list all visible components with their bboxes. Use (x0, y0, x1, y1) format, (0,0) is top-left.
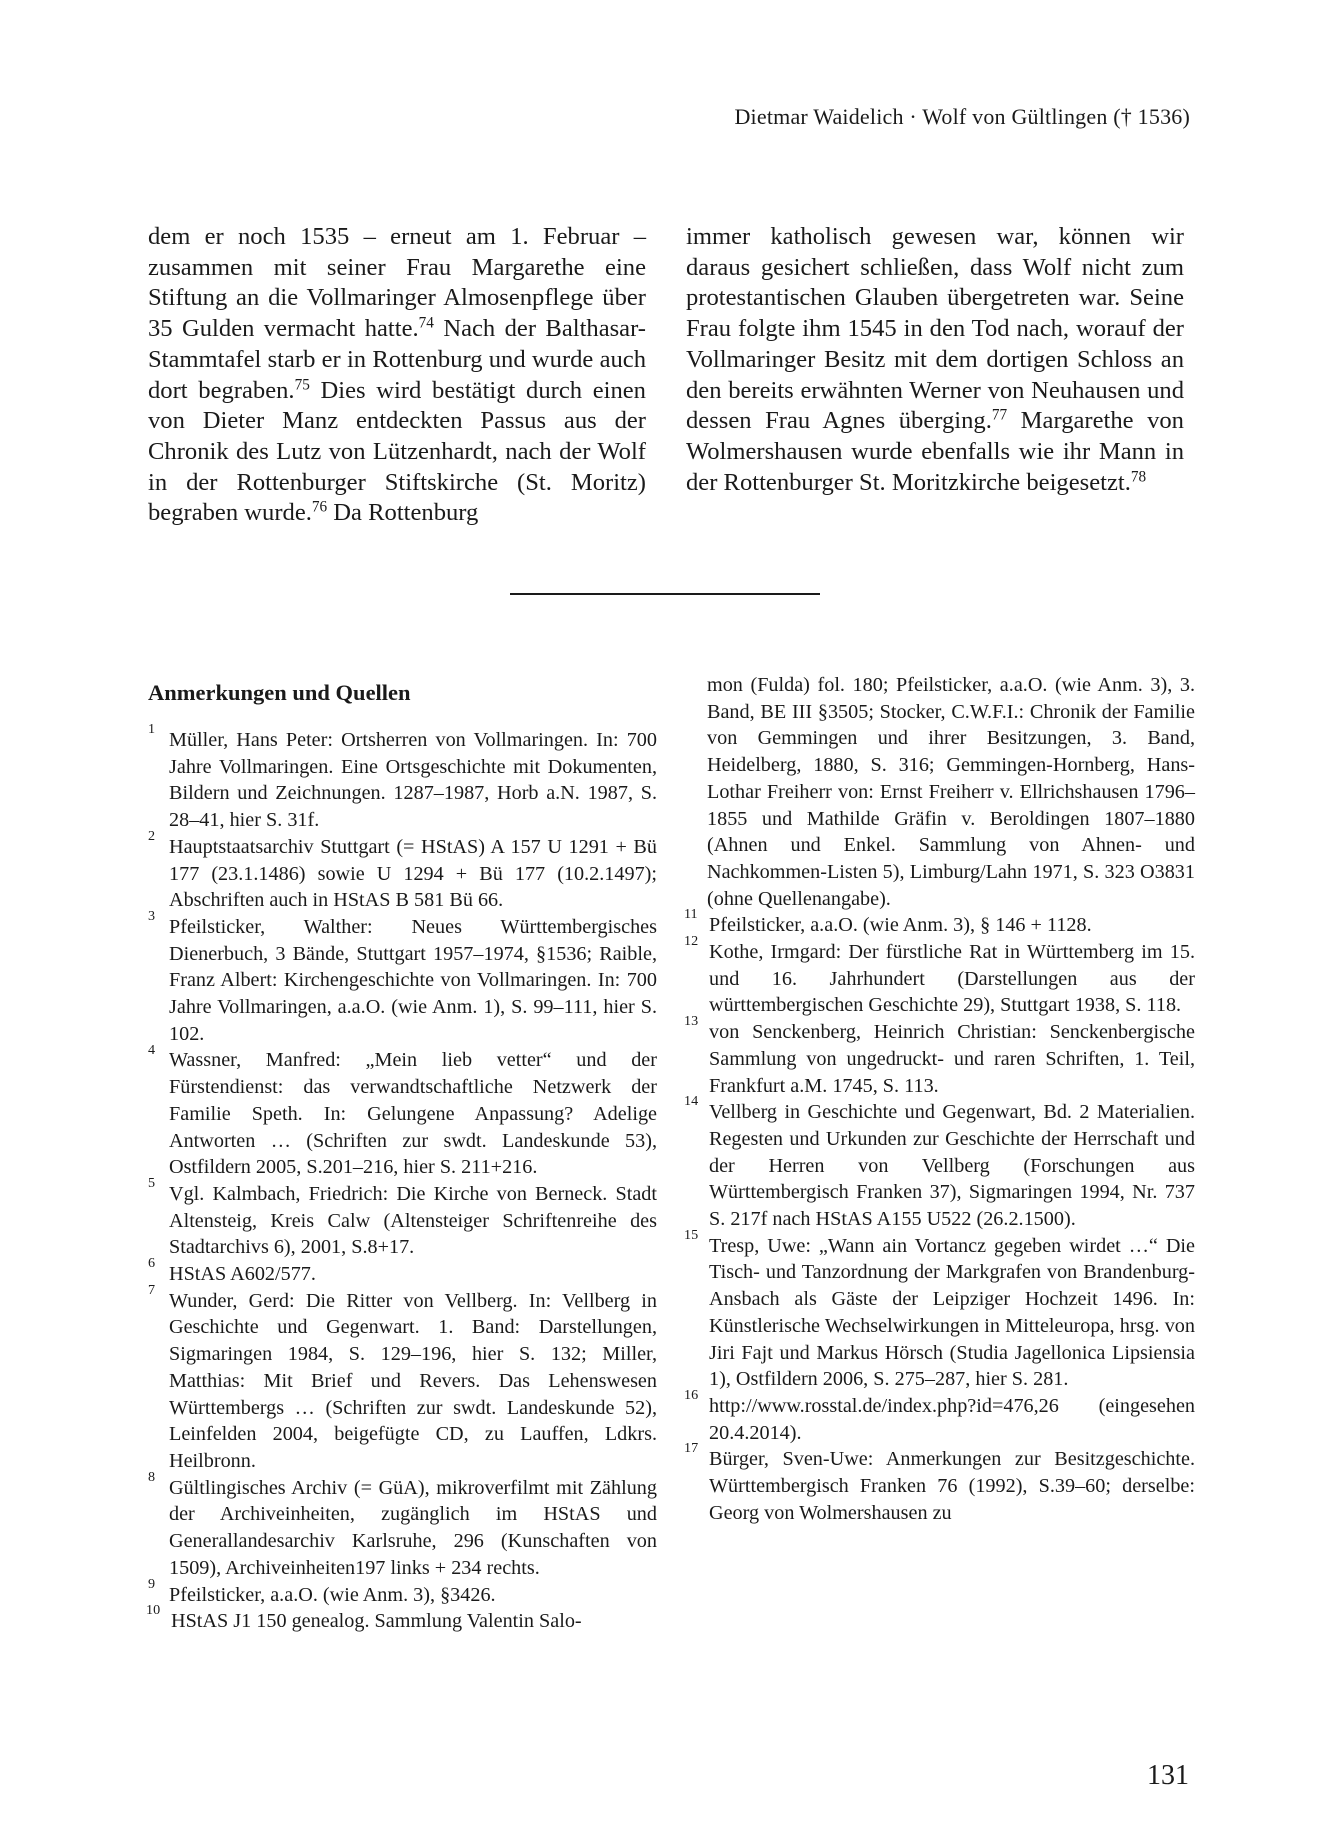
body-text: Margarethe von Wolmershausen wurde ebenfalls wie ihr Mann in der Rottenburger St. Moritzkirche beigesetzt. (686, 407, 1184, 496)
footnote-text: Tresp, Uwe: „Wann ain Vortancz gegeben wirdet …“ Die Tisch- und Tanzordnung der Markgrafen von Brandenburg-Ansbach als Gäste der Leipziger Hochzeit 1496. In: Künstlerische Wechselwirkungen in Mitteleuropa, hrsg. von Jiri Fajt und Markus Hörsch (Studia Jagellonica Lipsiensia 1), Ostfildern 2006, S. 275–287, hier S. 281. (709, 1234, 1195, 1391)
footnote-number: 7 (148, 1281, 156, 1298)
body-text: Nach der Balthasar-Stammtafel starb er in Rottenburg und wurde auch dort begraben. (148, 315, 646, 404)
footnote-text: Pfeilsticker, a.a.O. (wie Anm. 3), § 146 + 1128. (709, 914, 1092, 937)
footnote (684, 1440, 1195, 1526)
footnote (148, 827, 657, 914)
footnote-number: 6 (148, 1255, 156, 1272)
body-column-right (686, 222, 1184, 498)
footnote (146, 1602, 657, 1635)
footnote (148, 907, 657, 1048)
body-text: Dies wird bestätigt durch einen von Dieter Manz entdeckten Passus aus der Chronik des Lutz von Lützenhardt, nach der Wolf in der Rottenburger Stiftskirche (St. Moritz) begraben wurde. (148, 376, 646, 527)
footnote-ref: 76 (311, 498, 328, 516)
footnote-continuation: mon (Fulda) fol. 180; Pfeilsticker, a.a.O. (wie Anm. 3), 3. Band, BE III §3505; Stocker, C.W.F.I.: Chronik der Familie von Gemmingen und ihrer Besitzungen, 3. Band, Heidelberg, 1880, S. 316; Gemmingen-Hornberg, Hans-Lothar Freiherr von: Ernst Freiherr v. Ellrichshausen 1796–1855 und Mathilde Gräfin v. Beroldingen 1807–1880 (Ahnen und Enkel. Sammlung von Ahnen- und Nachkommen-Listen 5), Limburg/Lahn 1971, S. 323 O3831 (ohne Quellenangabe). (707, 674, 1195, 910)
footnote-number: 11 (684, 906, 698, 923)
footnote-text: Vellberg in Geschichte und Gegenwart, Bd. 2 Materialien. Regesten und Urkunden zur Geschichte der Herrschaft und der Herren von Vellberg (Forschungen aus Württembergisch Franken 37), Sigmaringen 1994, Nr. 737 S. 217f nach HStAS A155 U522 (26.2.1500). (709, 1101, 1195, 1231)
footnote-number: 1 (148, 721, 156, 738)
footnote (684, 1013, 1195, 1099)
footnote-number: 9 (148, 1575, 156, 1592)
footnote-number: 5 (148, 1175, 156, 1192)
footnote (148, 1041, 657, 1181)
body-text: Da Rottenburg (327, 499, 479, 527)
footnote-number: 2 (148, 827, 156, 844)
footnote (148, 721, 657, 834)
footnote-number: 10 (146, 1602, 161, 1619)
footnote (148, 1468, 657, 1582)
footnote (148, 1255, 657, 1288)
footnote-text: HStAS J1 150 genealog. Sammlung Valentin Salo- (171, 1610, 582, 1633)
footnote (148, 1175, 657, 1261)
footnote-number: 12 (684, 933, 699, 950)
footnote-text: Pfeilsticker, a.a.O. (wie Anm. 3), §3426. (169, 1583, 496, 1606)
footnote-text: HStAS A602/577. (169, 1263, 316, 1286)
footnote (148, 1281, 657, 1475)
footnote-text: Pfeilsticker, Walther: Neues Württembergisches Dienerbuch, 3 Bände, Stuttgart 1957–1974, §1536; Raible, Franz Albert: Kirchengeschichte von Vollmaringen. In: 700 Jahre Vollmaringen, a.a.O. (wie Anm. 1), S. 99–111, hier S. 102. (169, 915, 657, 1045)
footnote-number: 14 (684, 1093, 699, 1110)
body-text: immer katholisch gewesen war, können wir daraus gesichert schließen, dass Wolf nicht zum protestantischen Glauben übergetreten war. Seine Frau folgte ihm 1545 in den Tod nach, worauf der Vollmaringer Besitz mit dem dortigen Schloss an den bereits erwähnten Werner von Neuhausen und dessen Frau Agnes überging. (686, 223, 1184, 435)
footnote-text: Wassner, Manfred: „Mein lieb vetter“ und der Fürstendienst: das verwandtschaftliche Netzwerk der Familie Speth. In: Gelungene Anpassung? Adelige Antworten … (Schriften zur swdt. Landeskunde 53), Ostfildern 2005, S.201–216, hier S. 211+216. (169, 1049, 657, 1179)
footnote (684, 906, 1195, 939)
running-head: Dietmar Waidelich · Wolf von Gültlingen († 1536) (734, 104, 1190, 129)
footnote-text: Müller, Hans Peter: Ortsherren von Vollmaringen. In: 700 Jahre Vollmaringen. Eine Ortsgeschichte mit Dokumenten, Bildern und Zeichnungen. 1287–1987, Horb a.N. 1987, S. 28–41, hier S. 31f. (169, 729, 657, 832)
footnote-ref: 75 (294, 376, 310, 394)
notes-column-left (146, 721, 657, 1635)
footnote-ref: 77 (991, 406, 1008, 424)
footnote-ref: 78 (1130, 468, 1147, 486)
body-column-left (148, 222, 646, 529)
notes-heading: Anmerkungen und Quellen (148, 680, 411, 705)
footnote-text: Bürger, Sven-Uwe: Anmerkungen zur Besitzgeschichte. Württembergisch Franken 76 (1992), S.39–60; derselbe: Georg von Wolmershausen zu (709, 1448, 1195, 1524)
footnote-number: 16 (684, 1387, 699, 1404)
body-paragraph (148, 222, 646, 529)
footnote-text: Hauptstaatsarchiv Stuttgart (= HStAS) A 157 U 1291 + Bü 177 (23.1.1486) sowie U 1294 + Bü 177 (10.2.1497); Abschriften auch in HStAS B 581 Bü 66. (169, 835, 657, 912)
footnote-text: Vgl. Kalmbach, Friedrich: Die Kirche von Berneck. Stadt Altensteig, Kreis Calw (Altensteiger Schriftenreihe des Stadtarchivs 6), 2001, S.8+17. (169, 1182, 657, 1259)
footnote-number: 13 (684, 1013, 699, 1030)
footnote-number: 17 (684, 1440, 699, 1457)
footnote (684, 1226, 1195, 1393)
footnote-text: Wunder, Gerd: Die Ritter von Vellberg. In: Vellberg in Geschichte und Gegenwart. 1. Band: Darstellungen, Sigmaringen 1984, S. 129–196, hier S. 132; Miller, Matthias: Mit Brief und Revers. Das Lehenswesen Württembergs … (Schriften zur swdt. Landeskunde 52), Leinfelden 2004, beigefügte CD, zu Lauffen, Ldkrs. Heilbronn. (169, 1289, 657, 1472)
body-paragraph (686, 222, 1184, 498)
footnote-text: von Senckenberg, Heinrich Christian: Senckenbergische Sammlung von ungedruckt- und raren Schriften, 1. Teil, Frankfurt a.M. 1745, S. 113. (709, 1021, 1195, 1097)
footnote-number: 8 (148, 1468, 156, 1485)
notes-column-right (686, 672, 1195, 1527)
section-divider (510, 593, 820, 595)
footnote-number: 15 (684, 1226, 699, 1243)
footnote (684, 933, 1195, 1019)
footnote (684, 1387, 1195, 1446)
footnote-number: 3 (148, 907, 156, 924)
body-text: dem er noch 1535 – erneut am 1. Februar – zusammen mit seiner Frau Margarethe eine Stiftung an die Vollmaringer Almosenpflege über 35 Gulden vermacht hatte. (148, 223, 646, 343)
footnote-ref: 74 (418, 314, 434, 332)
footnote (684, 1093, 1195, 1233)
footnote-number: 4 (148, 1041, 156, 1058)
footnote-text: Gültlingisches Archiv (= GüA), mikroverfilmt mit Zählung der Archiveinheiten, zugänglich im HStAS und Generallandesarchiv Karlsruhe, 296 (Kunschaften von 1509), Archiveinheiten197 links + 234 rechts. (169, 1476, 657, 1579)
footnote (148, 1575, 657, 1609)
footnote-text: Kothe, Irmgard: Der fürstliche Rat in Württemberg im 15. und 16. Jahrhundert (Darstellungen aus der württembergischen Geschichte 29), Stuttgart 1938, S. 118. (709, 941, 1195, 1017)
footnote-text: http://www.rosstal.de/index.php?id=476,26 (eingesehen 20.4.2014). (709, 1394, 1195, 1444)
page-number: 131 (1147, 1760, 1189, 1791)
